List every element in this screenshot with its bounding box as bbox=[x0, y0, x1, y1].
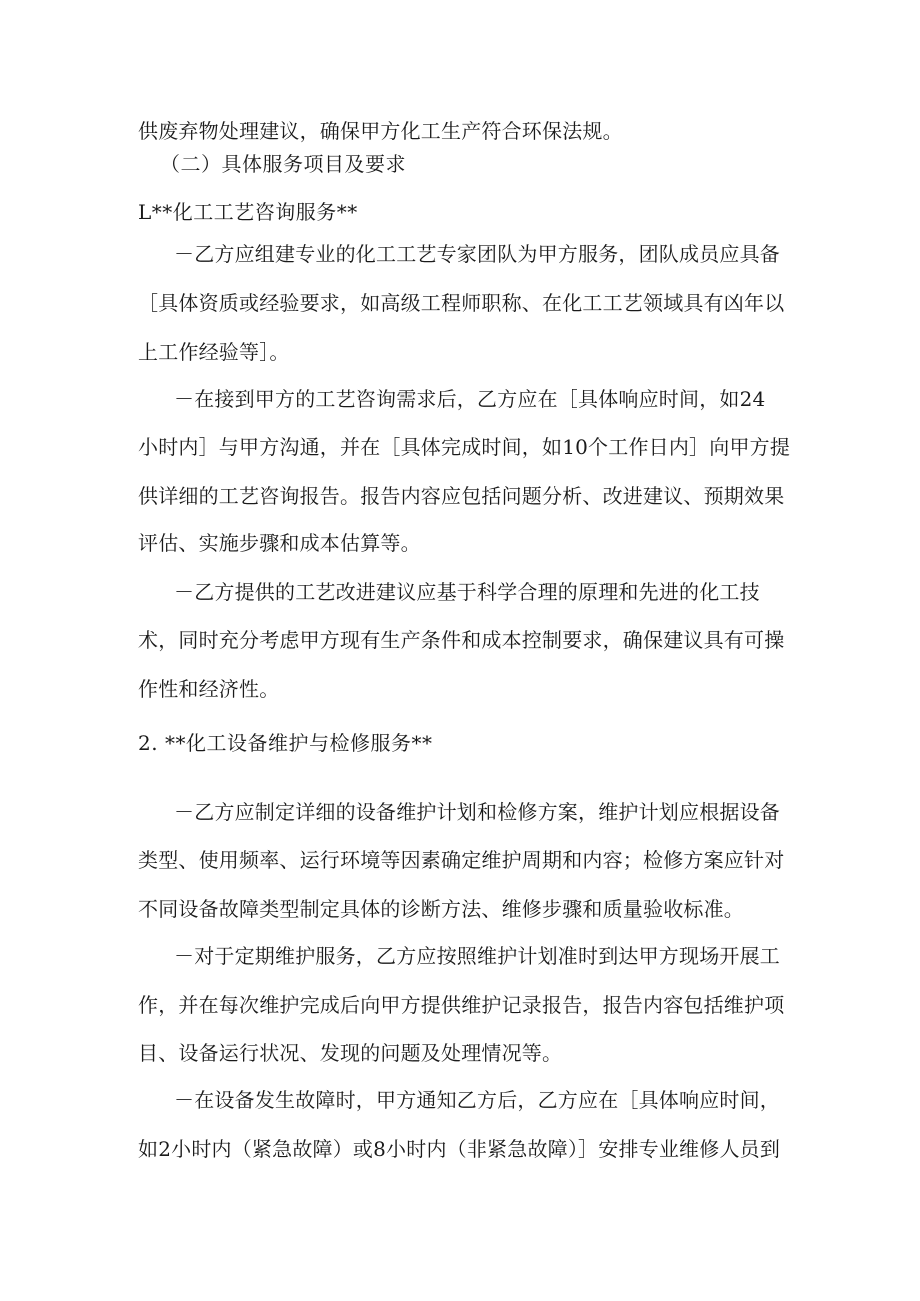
paragraph-line: －乙方应组建专业的化工工艺专家团队为甲方服务，团队成员应具备 bbox=[174, 242, 780, 266]
paragraph-line: 目、设备运行状况、发现的问题及处理情况等。 bbox=[138, 1041, 563, 1065]
paragraph-line: 供详细的工艺咨询报告。报告内容应包括问题分析、改进建议、预期效果 bbox=[138, 484, 785, 508]
item-heading-2: 2. **化工设备维护与检修服务** bbox=[138, 731, 433, 755]
paragraph-line: －乙方应制定详细的设备维护计划和检修方案，维护计划应根据设备 bbox=[174, 800, 780, 824]
paragraph-line: 作，并在每次维护完成后向甲方提供维护记录报告，报告内容包括维护项 bbox=[138, 993, 785, 1017]
paragraph-line: 作性和经济性。 bbox=[138, 677, 280, 701]
section-heading: （二）具体服务项目及要求 bbox=[160, 152, 406, 176]
paragraph-line: 上工作经验等］。 bbox=[138, 340, 290, 364]
paragraph-line: 术，同时充分考虑甲方现有生产条件和成本控制要求，确保建议具有可操 bbox=[138, 628, 785, 652]
paragraph-line: 如2小时内（紧急故障）或8小时内（非紧急故障）］安排专业维修人员到 bbox=[138, 1137, 781, 1161]
paragraph-line: －对于定期维护服务，乙方应按照维护计划准时到达甲方现场开展工 bbox=[174, 944, 780, 968]
paragraph-line: 小时内］与甲方沟通，并在［具体完成时间，如10个工作日内］向甲方提 bbox=[138, 435, 791, 459]
paragraph-line: ［具体资质或经验要求，如高级工程师职称、在化工工艺领域具有凶年以 bbox=[138, 291, 785, 315]
paragraph-line: 不同设备故障类型制定具体的诊断方法、维修步骤和质量验收标准。 bbox=[138, 897, 744, 921]
paragraph-line: －乙方提供的工艺改进建议应基于科学合理的原理和先进的化工技 bbox=[174, 580, 760, 604]
paragraph-line: 供废弃物处理建议，确保甲方化工生产符合环保法规。 bbox=[138, 119, 623, 143]
paragraph-line: －在设备发生故障时，甲方通知乙方后，乙方应在［具体响应时间， bbox=[174, 1088, 780, 1112]
paragraph-line: 评估、实施步骤和成本估算等。 bbox=[138, 531, 421, 555]
paragraph-line: 类型、使用频率、运行环境等因素确定维护周期和内容；检修方案应针对 bbox=[138, 848, 785, 872]
item-heading-1: L**化工工艺咨询服务** bbox=[138, 200, 358, 224]
paragraph-line: －在接到甲方的工艺咨询需求后，乙方应在［具体响应时间，如24 bbox=[174, 387, 766, 411]
